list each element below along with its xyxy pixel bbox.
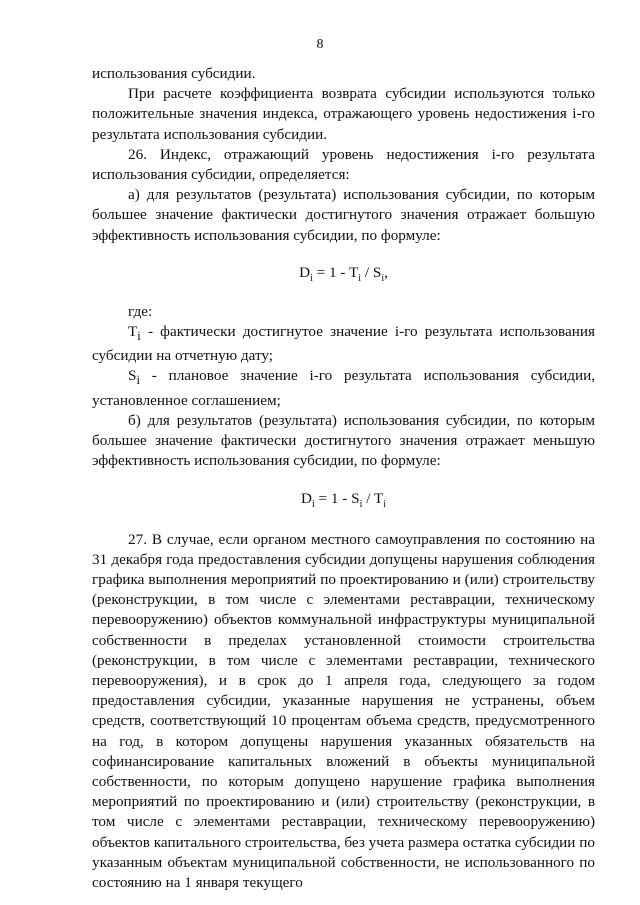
- paragraph-a: а) для результатов (результата) использования субсидии, по которым большее значение фактически достигнутого значения отражает большую эффективность использования субсидии, по формуле:: [92, 186, 595, 244]
- paragraph-where: где:: [128, 302, 153, 320]
- paragraph-si-definition: [92, 366, 595, 410]
- ti-definition-text: - фактически достигнутое значение i-го результата использования субсидии на отчетную дату;: [92, 323, 595, 365]
- paragraph-continuation: использования субсидии.: [92, 65, 256, 82]
- formula-a-t-subscript: i: [358, 272, 362, 284]
- symbol-t-subscript: i: [137, 329, 141, 344]
- paragraph-26: 26. Индекс, отражающий уровень недостижения i-го результата использования субсидии, определяется:: [92, 145, 595, 184]
- formula-a-tail: ,: [384, 263, 388, 281]
- formula-a-part-1: = 1 - T: [312, 263, 359, 281]
- formula-a-d: D: [299, 263, 311, 281]
- formula-b-t-subscript: i: [383, 498, 386, 510]
- si-definition-text: - плановое значение i-го результата использования субсидии, установленное соглашением;: [92, 367, 596, 409]
- document-body: [92, 64, 595, 893]
- formula-a-part-2: / S: [361, 263, 382, 281]
- paragraph-27: 27. В случае, если органом местного самоуправления по состоянию на 31 декабря года предоставления субсидии допущены нарушения соблюдения графика выполнения мероприятий по проектированию и (или) строительству (реконструкции, в том числе с элементами реставрации, техническому перевооружению) объектов коммунальной инфраструктуры муниципальной собственности в пределах установленной стоимости строительства (реконструкции, в том числе с элементами реставрации, технического перевооружения), и в срок до 1 апреля года, следующего за годом предоставления субсидии, указанные нарушения не устранены, объем средств, соответствующий 10 процентам объема средств, предусмотренного на год, в котором допущены нарушения указанных обязательств на софинансирование капитальных вложений в объекты муниципальной собственности, по которым допущено нарушение графика выполнения мероприятий по проектированию и (или) строительству (реконструкции, в том числе с элементами реставрации, техническому перевооружению) объектов капитального строительства, без учета размера остатка субсидии по указанным объектам муниципальной собственности, не использованного по состоянию на 1 января текущего: [92, 530, 595, 891]
- paragraph-positive-values: При расчете коэффициента возврата субсидии используются только положительные значения индекса, отражающего уровень недостижения i-го результата использования субсидии.: [92, 85, 595, 143]
- formula-a-s-subscript: i: [381, 272, 385, 284]
- symbol-t: T: [128, 323, 138, 341]
- formula-b-d-subscript: i: [311, 498, 315, 510]
- formula-b: [92, 489, 595, 509]
- formula-b-d: D: [301, 489, 312, 507]
- formula-a: [92, 263, 595, 283]
- formula-b-part-1: = 1 - S: [314, 489, 360, 507]
- formula-a-d-subscript: i: [310, 272, 313, 284]
- symbol-s-subscript: i: [136, 373, 140, 388]
- formula-b-s-subscript: i: [359, 498, 363, 510]
- symbol-s: S: [128, 367, 137, 385]
- formula-b-part-2: / T: [362, 489, 384, 507]
- paragraph-b: б) для результатов (результата) использования субсидии, по которым большее значение фактически достигнутого значения отражает меньшую эффективность использования субсидии, по формуле:: [92, 411, 595, 470]
- page-number: 8: [316, 37, 324, 52]
- paragraph-ti-definition: [92, 322, 595, 366]
